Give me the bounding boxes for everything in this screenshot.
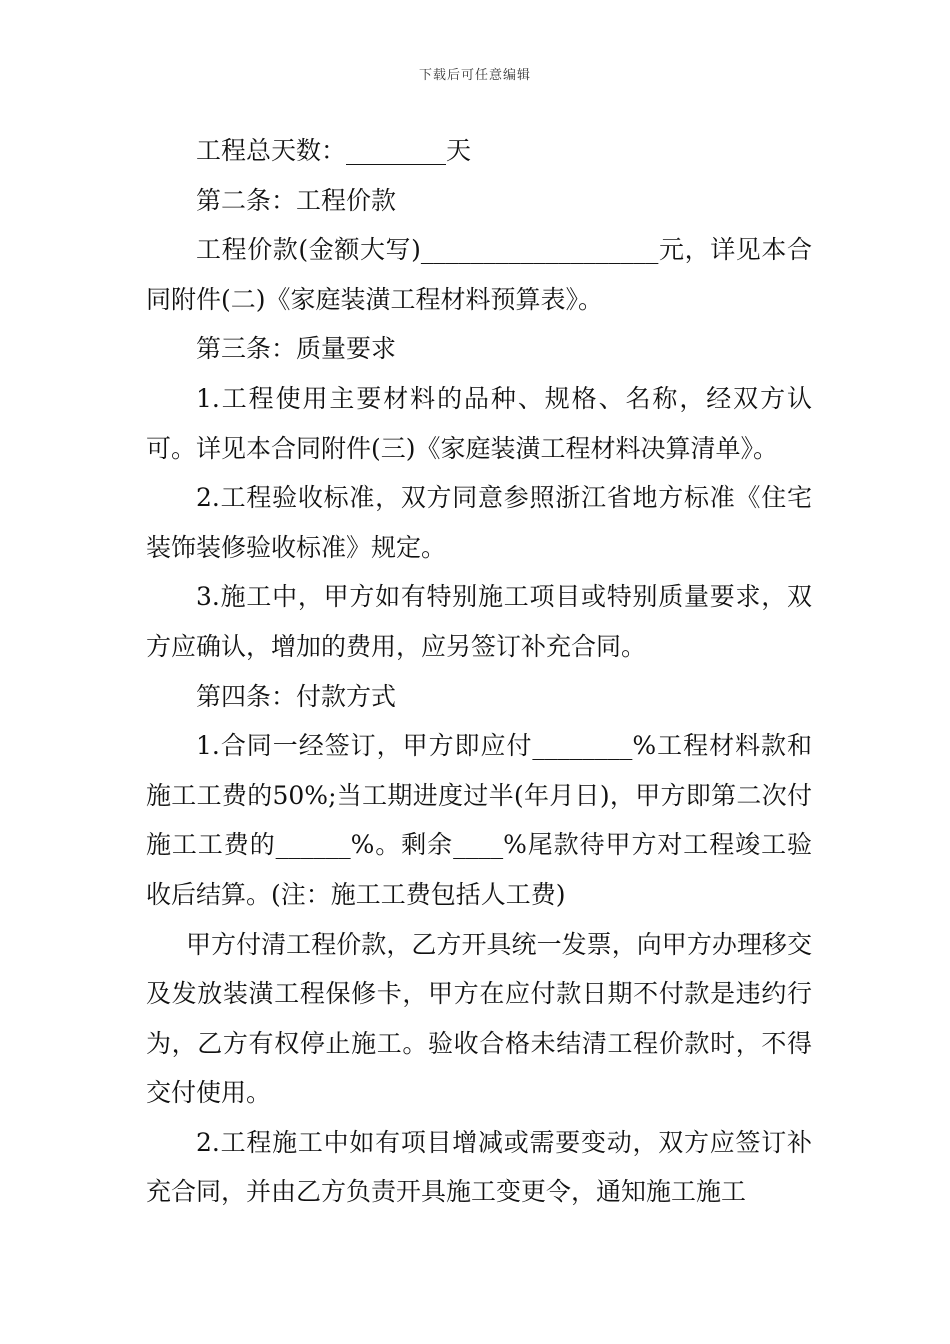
paragraph-payment-settlement: 甲方付清工程价款，乙方开具统一发票，向甲方办理移交及发放装潢工程保修卡，甲方在应付款日期不付款是违约行为，乙方有权停止施工。验收合格未结清工程价款时，不得交付使用。 [146, 929, 812, 1108]
heading-article-2: 第二条：工程价款 [196, 185, 397, 215]
paragraph-quality-2: 2.工程验收标准，双方同意参照浙江省地方标准《住宅装饰装修验收标准》规定。 [146, 483, 812, 562]
paragraph-payment-1: 1.合同一经签订，甲方即应付________%工程材料款和施工工费的50%;当工期进度过半(年月日)，甲方即第二次付施工工费的______%。剩余____%尾款待甲方对工程竣工验收后结算。(注：施工工费包括人工费) [146, 731, 812, 909]
paragraph-quality-1: 1.工程使用主要材料的品种、规格、名称，经双方认可。详见本合同附件(三)《家庭装潢工程材料决算清单》。 [146, 383, 812, 463]
paragraph-payment-2: 2.工程施工中如有项目增减或需要变动，双方应签订补充合同，并由乙方负责开具施工变更令，通知施工施工 [146, 1127, 812, 1207]
paragraph-total-days: 工程总天数：________天 [196, 136, 472, 165]
paragraph-project-price: 工程价款(金额大写)___________________元，详见本合同附件(二)《家庭装潢工程材料预算表》。 [146, 235, 812, 314]
page-header-note: 下载后可任意编辑 [418, 68, 531, 83]
heading-article-3: 第三条：质量要求 [196, 334, 397, 364]
paragraph-quality-3: 3.施工中，甲方如有特别施工项目或特别质量要求，双方应确认，增加的费用，应另签订补充合同。 [146, 582, 812, 661]
heading-article-4: 第四条：付款方式 [196, 681, 397, 711]
document-body [146, 126, 812, 1217]
